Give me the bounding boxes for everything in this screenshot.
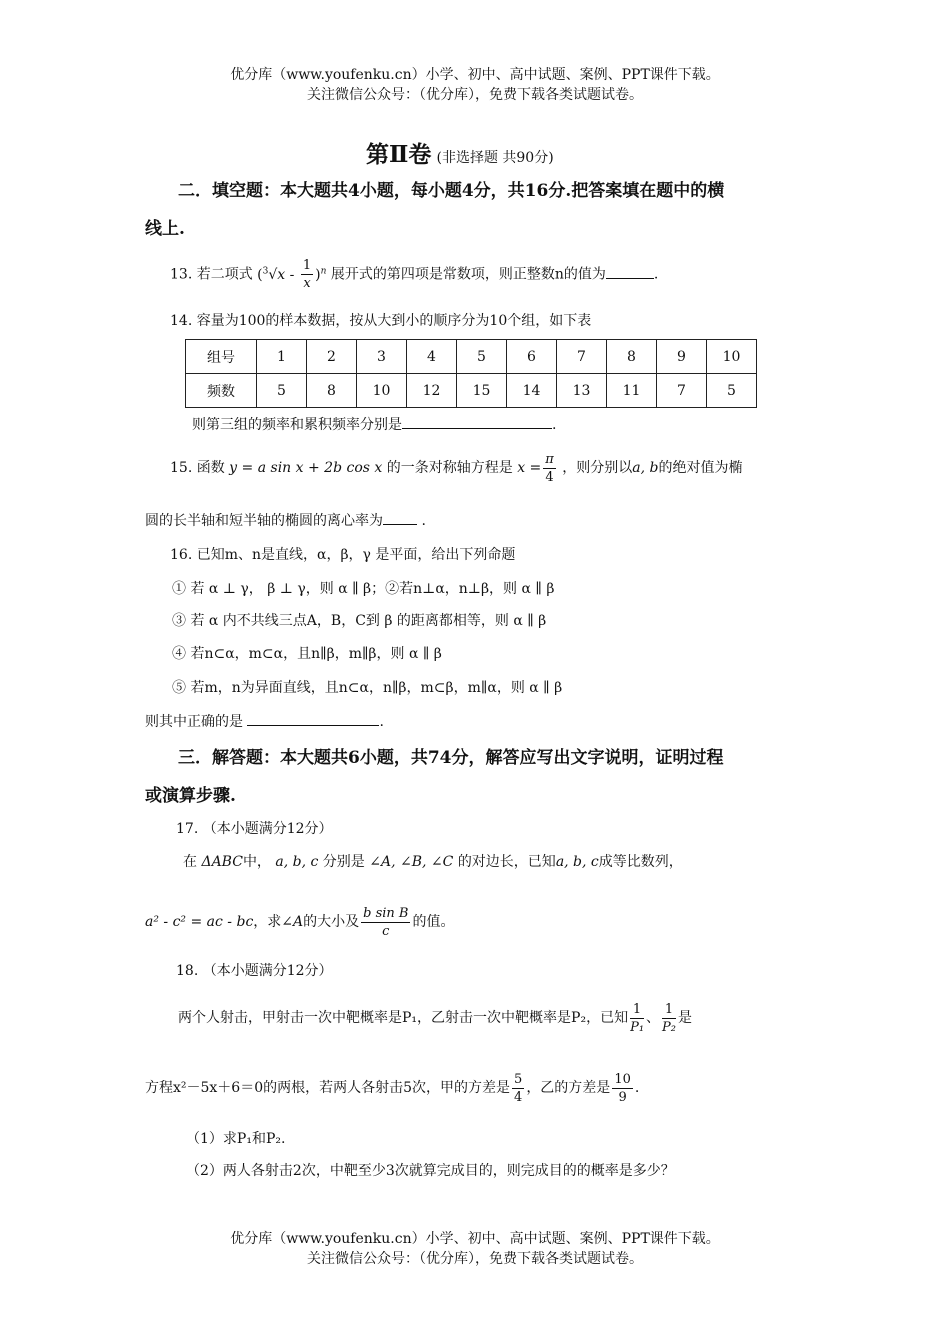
table-cell: 5: [707, 374, 757, 408]
question-15-line1: 15. 函数 y = a sin x + 2b cos x 的一条对称轴方程是 x = $\frac{\pi}{4}$ ，则分别以a, b的绝对值为椭: [170, 451, 743, 485]
q13-binomial: ($^3$√x -: [257, 266, 295, 283]
q15-axis: x =: [517, 460, 542, 476]
table-cell: 10: [707, 340, 757, 374]
question-16-stem: 16. 已知m、n是直线，α，β，γ 是平面，给出下列命题: [170, 547, 516, 563]
q13-answer-blank[interactable]: [606, 264, 654, 279]
table-cell: 11: [607, 374, 657, 408]
question-17-line2: a² - c² = ac - bc，求∠A的大小及 $\frac{\text{b sin B}}{c}$ 的值。: [145, 905, 455, 939]
footer-line-1: 优分库（www.youfenku.cn）小学、初中、高中试题、案例、PPT课件下载。: [230, 1231, 720, 1247]
q17-equation: a² - c² = ac - bc: [145, 914, 254, 930]
volume-title-main: 第Ⅱ卷: [366, 141, 432, 168]
question-13: 13. 若二项式 ($^3$√x - $\frac{1}{x}$ )$^n$ 展开式的第四项是常数项，则正整数n的值为 .: [170, 258, 659, 292]
q17-fraction: $\frac{\text{b sin B}}{c}$: [363, 905, 409, 939]
q14-answer-blank[interactable]: [402, 414, 552, 429]
q16-answer-blank[interactable]: [247, 711, 379, 726]
table-cell: 1: [257, 340, 307, 374]
section3-heading-line1: 三．解答题：本大题共6小题，共74分，解答应写出文字说明，证明过程: [178, 748, 724, 768]
table-cell: 8: [607, 340, 657, 374]
table-cell: 4: [407, 340, 457, 374]
q15-answer-blank[interactable]: [383, 510, 417, 525]
table-row-group: [186, 340, 757, 374]
table-cell: 7: [557, 340, 607, 374]
question-18-head: 18. （本小题满分12分）: [176, 963, 333, 979]
q13-prefix: 13. 若二项式: [170, 266, 253, 283]
question-14-stem: 14. 容量为100的样本数据，按从大到小的顺序分为10个组，如下表: [170, 313, 592, 329]
section2-heading-line2: 线上.: [145, 219, 185, 239]
question-14-prompt: 则第三组的频率和累积频率分别是 .: [192, 414, 556, 434]
table-cell: 6: [507, 340, 557, 374]
frequency-table: [185, 339, 757, 408]
footer-line-2: 关注微信公众号：（优分库），免费下载各类试题试卷。: [307, 1251, 643, 1267]
q16-proposition-1-2: ① 若 α ⊥ γ， β ⊥ γ，则 α ∥ β；②若n⊥α，n⊥β，则 α ∥ β: [172, 581, 555, 597]
table-cell: 8: [307, 374, 357, 408]
table-cell: 10: [357, 374, 407, 408]
q16-proposition-4: ④ 若n⊂α，m⊂α，且n∥β，m∥β，则 α ∥ β: [172, 646, 442, 662]
question-18-sub2: （2）两人各射击2次，中靶至少3次就算完成目的，则完成目的的概率是多少？: [186, 1163, 675, 1179]
q13-suffix: 展开式的第四项是常数项，则正整数n的值为: [330, 266, 606, 283]
question-18-sub1: （1）求P₁和P₂.: [186, 1131, 286, 1147]
table-cell: 12: [407, 374, 457, 408]
table-cell: 5: [457, 340, 507, 374]
question-16-answer: 则其中正确的是 .: [145, 711, 384, 731]
header-line-2: 关注微信公众号：（优分库），免费下载各类试题试卷。: [307, 87, 643, 103]
question-15-line2: 圆的长半轴和短半轴的椭圆的离心率为 .: [145, 510, 426, 530]
q13-fraction: $\frac{1}{x}$: [302, 258, 312, 292]
table-cell: 14: [507, 374, 557, 408]
section2-heading-line1: 二．填空题：本大题共4小题，每小题4分，共16分.把答案填在题中的横: [178, 181, 725, 201]
q18-fraction-1: $\frac{1}{\text{P₁}}$: [630, 1001, 645, 1035]
header-line-1: 优分库（www.youfenku.cn）小学、初中、高中试题、案例、PPT课件下载。: [230, 67, 720, 83]
table-cell: 5: [257, 374, 307, 408]
question-18-line2: 方程x²－5x＋6＝0的两根，若两人各射击5次，甲的方差是 $\frac{5}{4}$ ，乙的方差是 $\frac{10}{9}$ .: [145, 1071, 640, 1105]
q18-fraction-4: $\frac{10}{9}$: [614, 1071, 631, 1105]
table-row-frequency: [186, 374, 757, 408]
volume-title-sub: (非选择题 共90分): [436, 150, 554, 166]
q15-fraction: $\frac{\pi}{4}$: [545, 451, 554, 485]
question-18-line1: 两个人射击，甲射击一次中靶概率是P₁，乙射击一次中靶概率是P₂，已知 $\frac{1}{\text{P₁}}$ 、 $\frac{1}{\text{P₂}}$ 是: [178, 1001, 693, 1035]
q18-fraction-3: $\frac{5}{4}$: [514, 1071, 523, 1105]
table-cell: 9: [657, 340, 707, 374]
table-cell-header: 组号: [186, 340, 257, 374]
q18-fraction-2: $\frac{1}{\text{P₂}}$: [662, 1001, 677, 1035]
table-cell-header: 频数: [186, 374, 257, 408]
table-cell: 2: [307, 340, 357, 374]
section3-heading-line2: 或演算步骤.: [145, 786, 236, 806]
volume-title: [366, 136, 554, 169]
q15-function: y = a sin x + 2b cos x: [229, 460, 383, 476]
q16-proposition-5: ⑤ 若m，n为异面直线，且n⊂α，n∥β，m⊂β，m∥α，则 α ∥ β: [172, 680, 563, 696]
question-17-head: 17. （本小题满分12分）: [176, 821, 333, 837]
table-cell: 13: [557, 374, 607, 408]
table-cell: 7: [657, 374, 707, 408]
question-17-line1: 在 ΔABC中， a, b, c 分别是 ∠A, ∠B, ∠C 的对边长，已知a, b, c成等比数列，: [183, 854, 683, 870]
q16-proposition-3: ③ 若 α 内不共线三点A，B，C到 β 的距离都相等，则 α ∥ β: [172, 613, 547, 629]
table-cell: 3: [357, 340, 407, 374]
table-cell: 15: [457, 374, 507, 408]
